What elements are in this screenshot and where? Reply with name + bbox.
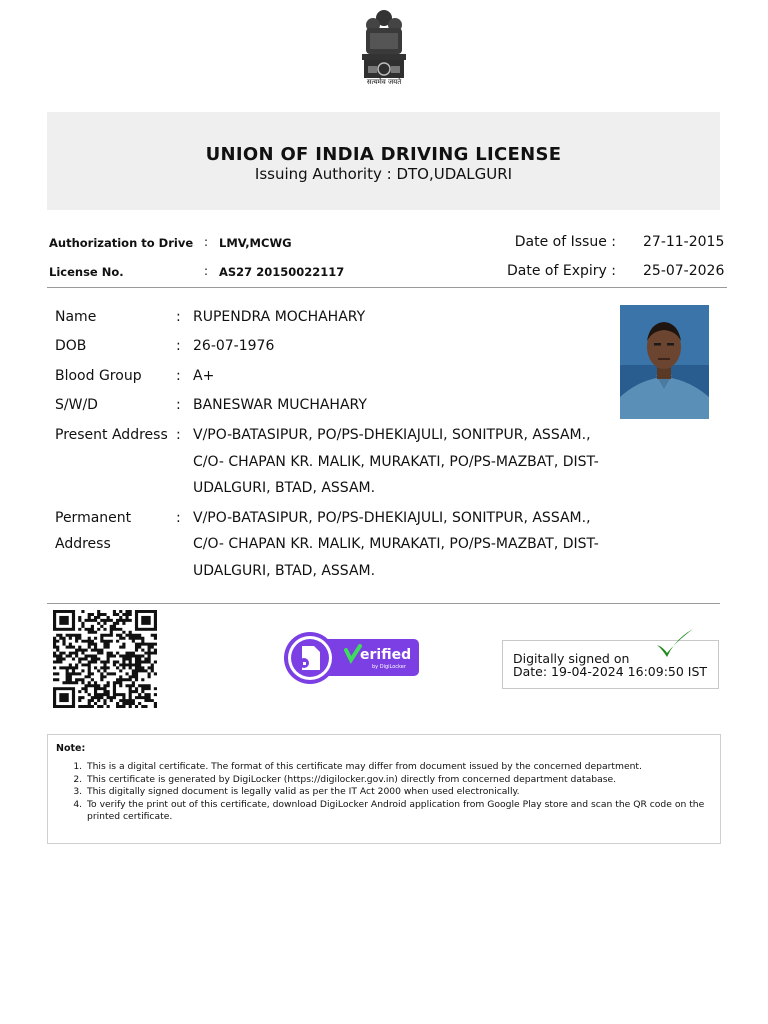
digital-signature-box (502, 640, 719, 689)
verified-text: erified (360, 647, 412, 663)
expiry-date-label: Date of Expiry : (507, 263, 616, 279)
expiry-date-value: 25-07-2026 (643, 263, 725, 279)
present-address-line: UDALGURI, BTAD, ASSAM. (193, 480, 376, 496)
swd-value: BANESWAR MUCHAHARY (193, 397, 367, 413)
permanent-address-colon: : (176, 510, 181, 526)
note-list (48, 761, 705, 824)
permanent-address-line: UDALGURI, BTAD, ASSAM. (193, 563, 376, 579)
note-box (47, 734, 721, 844)
emblem-motto: सत्यमेव जयते (366, 78, 402, 86)
permanent-address-label: Address (55, 536, 111, 552)
name-value: RUPENDRA MOCHAHARY (193, 309, 366, 325)
note-title: Note: (56, 743, 86, 754)
checkmark-icon (653, 627, 695, 661)
license-no-label: License No. (49, 265, 124, 279)
note-item: 3. This digitally signed document is legally valid as per the IT Act 2000 when used electronically. (85, 786, 705, 799)
present-address-line: V/PO-BATASIPUR, PO/PS-DHEKIAJULI, SONITPUR, ASSAM., (193, 427, 591, 443)
dob-label: DOB (55, 338, 87, 354)
present-address-line: C/O- CHAPAN KR. MALIK, MURAKATI, PO/PS-MAZBAT, DIST- (193, 454, 599, 470)
national-emblem (356, 6, 412, 90)
verified-by-digilocker-badge (282, 630, 420, 686)
name-label: Name (55, 309, 97, 325)
issue-date-value: 27-11-2015 (643, 234, 725, 250)
license-no-value: AS27 20150022117 (219, 265, 345, 279)
verified-by-text: by DigiLocker (372, 664, 406, 670)
name-colon: : (176, 309, 181, 325)
auth-value: LMV,MCWG (219, 236, 292, 250)
title-box (47, 112, 720, 210)
issue-date-label: Date of Issue : (514, 234, 616, 250)
signature-label: Digitally signed on (513, 651, 630, 666)
qr-code (53, 610, 157, 708)
body-divider (47, 603, 720, 604)
dob-colon: : (176, 338, 181, 354)
signature-date: Date: 19-04-2024 16:09:50 IST (513, 664, 708, 679)
present-address-colon: : (176, 427, 181, 443)
permanent-address-line: V/PO-BATASIPUR, PO/PS-DHEKIAJULI, SONITPUR, ASSAM., (193, 510, 591, 526)
blood-group-label: Blood Group (55, 368, 142, 384)
permanent-address-label: Permanent (55, 510, 132, 526)
auth-label: Authorization to Drive (49, 236, 194, 250)
blood-group-value: A+ (193, 368, 215, 384)
swd-label: S/W/D (55, 397, 98, 413)
license-no-colon: : (204, 264, 209, 278)
note-item: 2. This certificate is generated by DigiLocker (https://digilocker.gov.in) directly from concerned department database. (85, 774, 705, 787)
swd-colon: : (176, 397, 181, 413)
header-divider (47, 287, 727, 288)
note-item: 1. This is a digital certificate. The format of this certificate may differ from document issued by the concerned department. (85, 761, 705, 774)
person-photo-icon (620, 305, 709, 419)
holder-photo (620, 305, 709, 419)
issuing-authority: Issuing Authority : DTO,UDALGURI (254, 165, 513, 183)
qr-code-icon (53, 610, 157, 708)
document-title: UNION OF INDIA DRIVING LICENSE (205, 144, 562, 165)
note-item: 4. To verify the print out of this certificate, download DigiLocker Android application from Google Play store and scan the QR code on the printed certificate. (85, 799, 705, 824)
dob-value: 26-07-1976 (193, 338, 275, 354)
present-address-label: Present Address (55, 427, 168, 443)
permanent-address-line: C/O- CHAPAN KR. MALIK, MURAKATI, PO/PS-MAZBAT, DIST- (193, 536, 599, 552)
auth-colon: : (204, 235, 209, 249)
blood-group-colon: : (176, 368, 181, 384)
